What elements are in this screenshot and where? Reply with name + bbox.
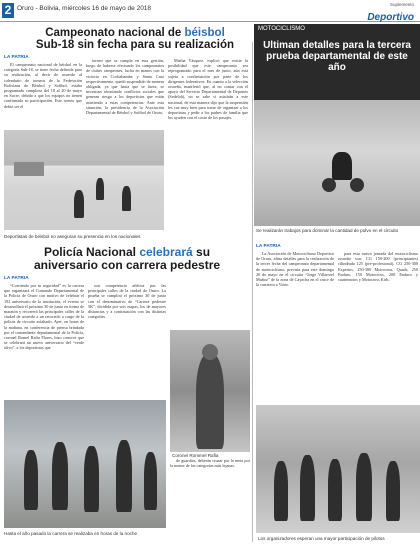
player-figure [122,186,131,211]
colonel-portrait [170,330,250,452]
organizers-photo [256,405,420,533]
article2-col2: son competencia atlética por las principales calles de la ciudad de Oruro. La prueba se cumplirá el próximo 30 de junio con el denominativo de “Carrera pedestre 5K”, dividida por seis etapas, los de mayores distancias y a continuación con las distintas categorías. [88,283,166,320]
head-shape [202,344,218,360]
motocross-col2: para esta nueva jornada del motociclismo orureño son: CG 150-200 (principiantes) cilindrada 125 (pre-profesional), CG 250-300 Expertos, 250-300 Motocross, Quads, 250 Enduro, 150 Motocross, 200 Enduro y cuatrimotos y Motocross Kids. [338,251,418,283]
article2-title-pre: Policía Nacional [43,245,140,259]
dateline: Oruro - Bolivia, miércoles 16 de mayo de 2018 [17,5,152,12]
article2-headline [4,246,250,271]
page-number: 2 [2,3,14,18]
article1-col1: El campeonato nacional de béisbol en la categoría Sub-18, se tiene fecha definida para su realización, al decir de acuerdo al calendario de torneos de la Federación Boliviana de Béisbol y Softbol, estaba programado cumplirse del 18 al 20 de mayo en Sucre, debido a que los equipos no tienen confirmada su participación. Este torneo que debió ser el [4,62,82,109]
runner-figure [116,440,132,512]
article1-col3: Mirtha Vásquez, explicó que existe la posibilidad que este campeonato sea reprogramado para el mes de junio, aún está sujeta a confirmación por parte de los dirigentes federativos. En cuanto a la selección orureña, manifestó que, al no contar con el apoyo del Servicio Departamental de Deportes (Sedeloh), no se sabe si asistirán a este nacional, de esta manera dijo que la suspensión les cae muy bien para tratar de organizar a los deportistas y pedir a los padres de familia que los ayuden con el costo de los pasajes. [168,58,248,121]
person-figure [328,459,342,521]
column-divider [252,42,253,542]
runners-photo [4,400,166,528]
motocross-headline: Ultiman detalles para la tercera prueba departamental de este año [263,40,411,73]
baseball-photo [4,130,164,230]
person-figure [356,453,372,521]
player-figure [96,178,104,200]
article2-title-line2: aniversario con carrera pedestre [33,257,221,272]
motocross-section-tag: LA PATRIA [256,244,281,249]
rider-figure [332,152,352,180]
article1-title-pre: Campeonato nacional de [45,27,185,39]
organizers-photo-caption: Los organizadores esperan una mayor participación de pilotos [258,536,385,541]
logo-main: Deportivo [367,12,414,23]
motocross-photo-caption: Se realizarán trabajos para dominar la cantidad de polvo en el circuito [256,228,399,233]
article2-col1: “Corriendo por tu seguridad” es la carrera que organizará el Comando Departamental de la Policía de Oruro con motivo de celebrar el 192 aniversario de la institución, el evento se desarrollará el próximo 30 de junio en forma de maratón y recorrerá las principales calles de la ciudad de acuerdo a un recorrido a cargo de la policía de circuito asfaltado. Ayer, en horas de la mañana, en conferencia de prensa brindada por el comandante departamental de la Policía, coronel Romel Rafia Flores, hizo conocer que se celebrará un nuevo aniversario del “verde olivo”, a los deportistas que [4,283,84,351]
article2-title-accent: celebrará [139,245,193,259]
baseball-photo-caption: Deportistas de béisbol no aseguran su presencia en los nacionales [4,234,141,239]
motocross-photo [254,100,420,226]
runner-figure [144,452,157,510]
article1-section-label: LA PATRIA [4,55,29,60]
runner-figure [84,446,99,512]
person-figure [386,461,400,521]
portrait-caption: Coronel Rommel Rafia [172,453,219,458]
logo-sup: Suplemento [389,2,414,7]
player-figure [74,190,84,218]
motocross-col1: La Asociación de Motociclismo Deportivo de Oruro, afina detalles para la realización de la tercer fecha del campeonato departamental de motociclismo, prevista para este domingo 20 de mayo en el circuito “Jorge Villarroel Muñoz” de la zona de Cayacha en el cruce de la carretera a Vinto. [256,251,334,288]
wheel-shape [350,178,364,192]
runner-figure [24,450,38,510]
article1-headline [20,27,250,51]
person-figure [300,455,315,521]
article1-title-line2: Sub-18 sin fecha para su realización [35,39,235,52]
article2-title-post: su [192,245,211,259]
article1-col2: torneo que se cumpla en esta gestión, luego de haberse efectuado los campeonatos de clubes campeones, lucha en manos con la victoria en Cochabamba y Santa Cruz respectivamente, quedó suspendido de manera obligada, ya que hasta que se fuera, se necesitan afrontando conflictos sociales que generan riesgo a los deportistas que están asistiendo a estas competencias. Ante esta situación, la presidencia de la Asociación Departamental de Béisbol y Softbol de Oruro, [86,58,164,116]
article2-col3: de guardias, deberán cruzar por la meta por la menor de las categorías más lejanas. [170,458,250,469]
article2-section-label: LA PATRIA [4,276,29,281]
runner-figure [52,442,68,510]
building-shape [14,162,44,176]
motocross-section-label: MOTOCICLISMO [258,26,305,32]
person-figure [274,461,288,521]
page-header [0,0,420,22]
wheel-shape [322,178,336,192]
person-figure [196,354,224,449]
runners-photo-caption: Hasta el año pasado la carrera se realizaba en horas de la noche [4,531,138,536]
article1-title-accent: béisbol [184,27,225,39]
